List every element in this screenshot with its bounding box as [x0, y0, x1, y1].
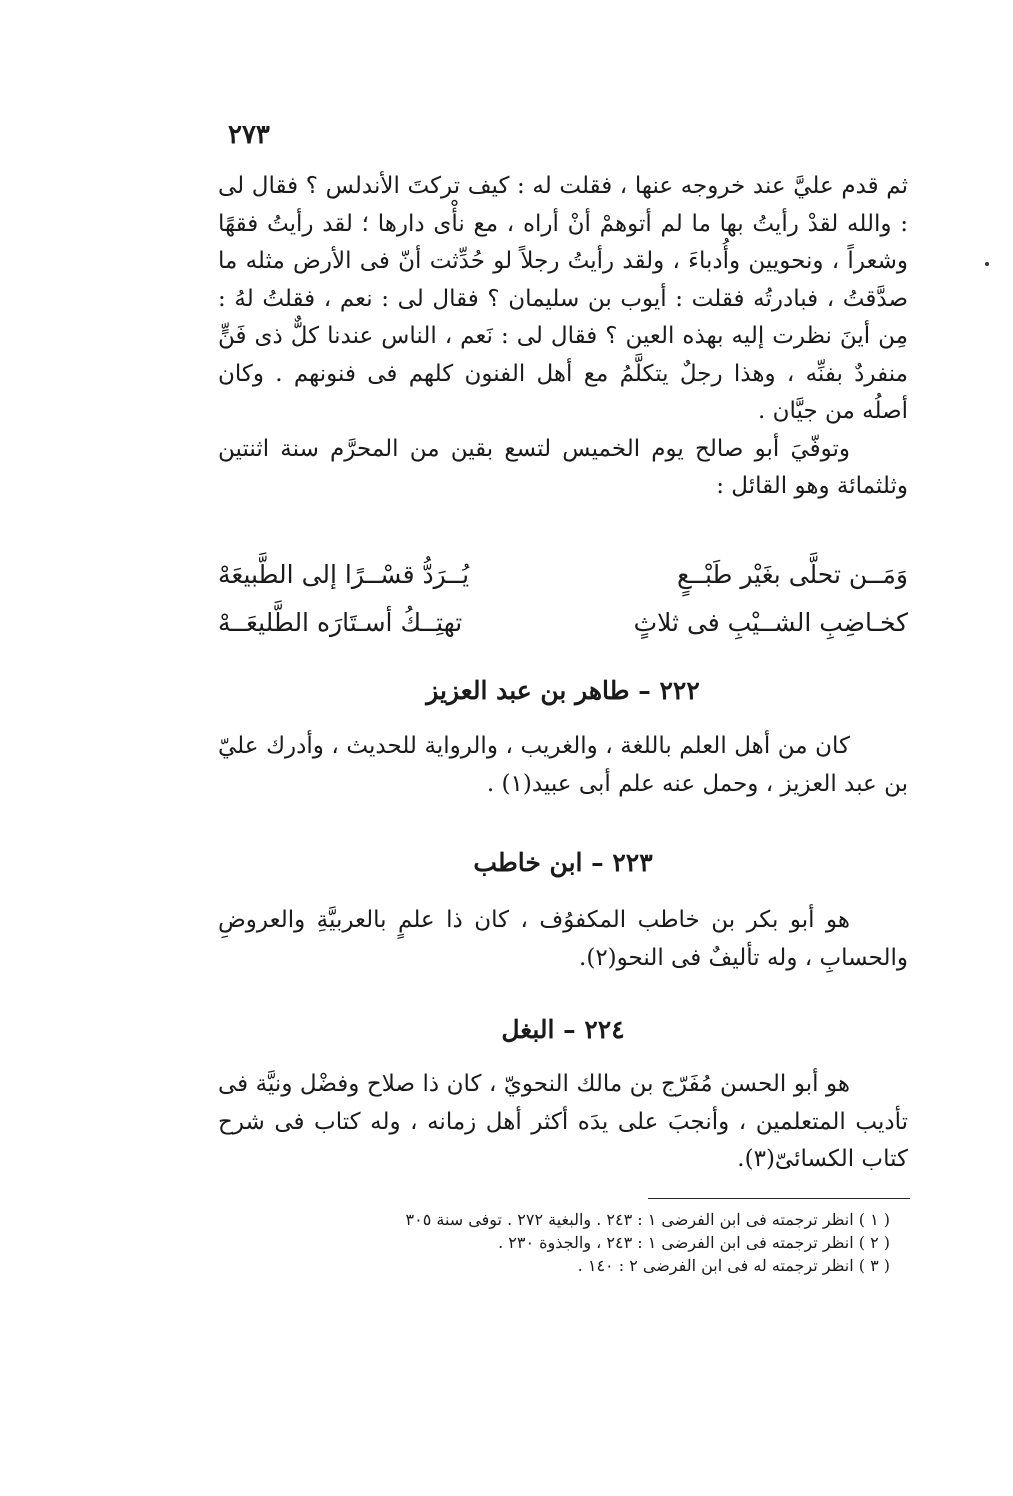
page-number: ٢٧٣ [228, 120, 270, 150]
entry-text [218, 1066, 908, 1179]
entry-heading: ٢٢٣ – ابن خاطب [473, 848, 653, 877]
poem-hemistich-first: وَمَــن تحلَّى بغَيْر طَبْــعٍ [677, 559, 908, 589]
entry-heading: ٢٢٤ – البغل [501, 1015, 625, 1044]
poem-hemistich-second: يُــرَدُّ قسْــرًا إلى الطَّبيعَهْ [218, 559, 470, 589]
entry-paragraph: كان من أهل العلم باللغة ، والغريب ، والرواية للحديث ، وأدرك عليّ بن عبد العزيز ، وحمل عنه علم أبى عبيد(١) . [218, 733, 908, 797]
entry-text [218, 902, 908, 977]
intro-paragraph-2: وتوفّيَ أبو صالح يوم الخميس لتسع بقين من المحرَّم سنة اثنتين وثلثمائة وهو القائل : [218, 435, 908, 499]
poem-hemistich-first: كخـاضِبِ الشــيْبِ فى ثلاثٍ [633, 607, 908, 637]
poem-hemistich-second: تهتِــكُ أسـتَارَه الطَّليعَــهْ [218, 607, 463, 637]
footnotes [290, 1208, 890, 1277]
entry-paragraph: هو أبو بكر بن خاطب المكفوُف ، كان ذا علمٍ بالعربيَّةِ والعروضِ والحسابِ ، وله تأليفٌ فى النحو(٢). [218, 907, 908, 971]
entry-heading: ٢٢٢ – طاهر بن عبد العزيز [426, 676, 700, 705]
footnote: ( ١ ) انظر ترجمته فى ابن الفرضى ١ : ٢٤٣ . والبغية ٢٧٢ . توفى سنة ٣٠٥ [405, 1210, 890, 1229]
intro-paragraph-1: ثم قدم عليَّ عند خروجه عنها ، فقلت له : كيف تركتَ الأندلس ؟ فقال لى : والله لقدْ رأيتُ بها ما لم أتوهمْ أنْ أراه ، مع نأْى دارها ؛ لقد رأيتُ فقهًا وشعراً ، ونحويين وأُدباءَ ، ولقد رأيتُ رجلاً لو حُدِّثت أنّ فى الأرض مثله ما صدَّقتُ ، فبادرتُه فقلت : أيوب بن سليمان ؟ فقال لى : نعم ، فقلتُ لهُ : مِن أينَ نظرت إليه بهذه العين ؟ فقال لى : نَعم ، الناس عندنا كلٌّ ذى فَنٍّ منفردٌ بفنِّه ، وهذا رجلٌ يتكلَّمُ مع أهل الفنون كلهم فى فنونهم . وكان أصلُه من جيَّان . [218, 173, 908, 424]
entry-text [218, 728, 908, 803]
poem-verse [218, 598, 908, 646]
margin-dot [985, 262, 989, 266]
poem-verse [218, 550, 908, 598]
intro-text [218, 168, 908, 506]
entry-paragraph: هو أبو الحسن مُفَرّج بن مالك النحويّ ، كان ذا صلاح وفضْل ونيَّة فى تأديب المتعلمين ، وأنجبَ على يدَه أكثر أهل زمانه ، وله كتاب فى شرح كتاب الكسائىّ(٣). [218, 1071, 908, 1172]
footnote: ( ٢ ) انظر ترجمته فى ابن الفرضى ١ : ٢٤٣ ، والجذوة ٢٣٠ . [498, 1233, 890, 1252]
poem [218, 550, 908, 646]
footnote-divider [648, 1198, 910, 1199]
footnote: ( ٣ ) انظر ترجمته له فى ابن الفرضى ٢ : ١٤٠ . [577, 1256, 890, 1275]
